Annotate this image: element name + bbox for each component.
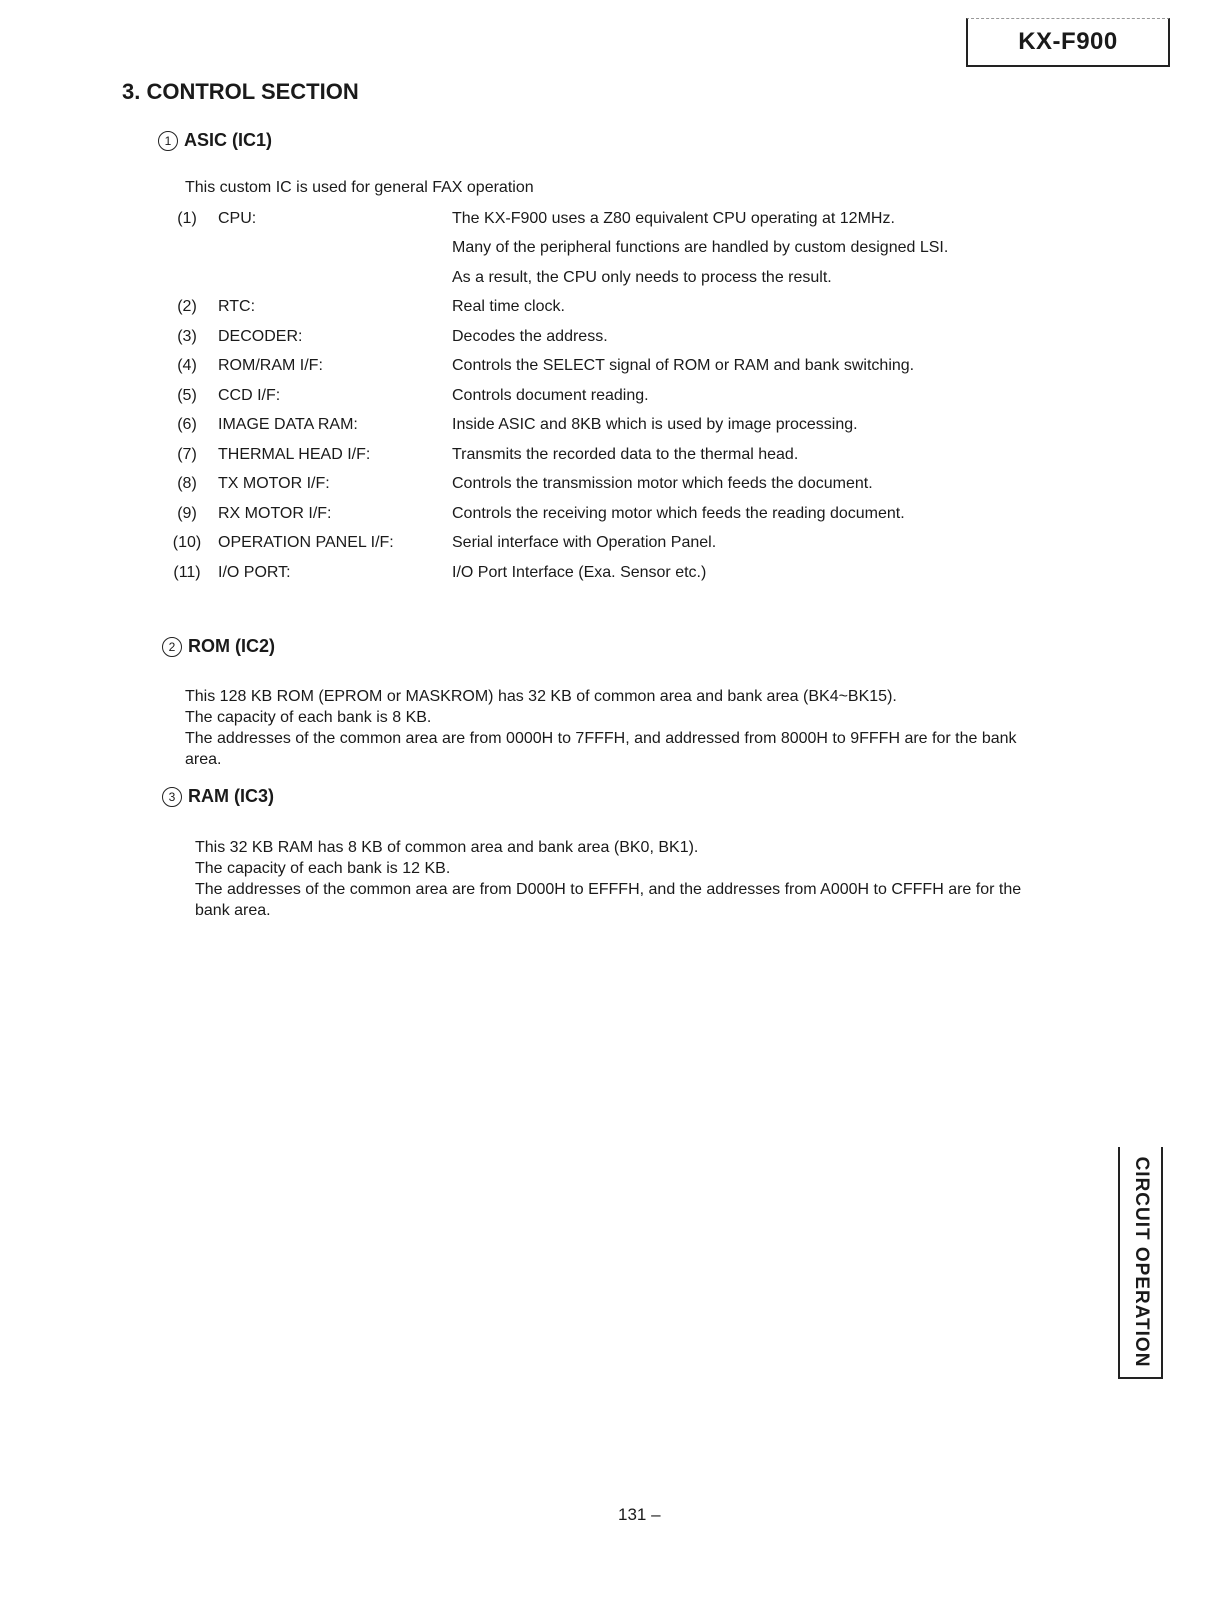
table-row <box>160 381 948 411</box>
table-row <box>160 411 948 441</box>
item-description: Serial interface with Operation Panel. <box>452 534 717 552</box>
asic-heading <box>158 130 272 151</box>
section-title: 3. CONTROL SECTION <box>122 79 359 104</box>
table-row <box>160 234 948 264</box>
item-name: TX MOTOR I/F: <box>218 475 330 493</box>
item-number <box>160 234 214 264</box>
model-number-box <box>966 18 1170 67</box>
item-description: Controls document reading. <box>452 386 649 404</box>
item-name: CCD I/F: <box>218 386 281 404</box>
item-name: I/O PORT: <box>218 563 291 581</box>
item-description: I/O Port Interface (Exa. Sensor etc.) <box>452 563 707 581</box>
item-description: Controls the transmission motor which feeds the document. <box>452 475 873 493</box>
rom-heading <box>162 636 275 657</box>
item-name <box>214 234 452 264</box>
side-tab-label: CIRCUIT OPERATION <box>1130 1156 1152 1368</box>
ram-line: This 32 KB RAM has 8 KB of common area and bank area (BK0, BK1). <box>195 839 699 856</box>
table-row <box>160 263 948 293</box>
rom-description <box>185 686 1017 770</box>
table-row <box>160 529 948 559</box>
item-description: Transmits the recorded data to the thermal head. <box>452 445 799 463</box>
table-row <box>160 499 948 529</box>
item-number: (11) <box>173 563 201 581</box>
rom-line: area. <box>185 751 222 768</box>
table-row <box>160 470 948 500</box>
rom-line: The addresses of the common area are from 0000H to 7FFFH, and addressed from 8000H to 9FFFH are for the bank <box>185 730 1017 747</box>
item-name: ROM/RAM I/F: <box>218 357 323 375</box>
item-number: (1) <box>177 209 197 227</box>
table-row <box>160 293 948 323</box>
ram-line: bank area. <box>195 902 271 919</box>
item-name: RX MOTOR I/F: <box>218 504 332 522</box>
item-description: Decodes the address. <box>452 327 608 345</box>
model-number: KX-F900 <box>1018 28 1118 55</box>
item-name: THERMAL HEAD I/F: <box>218 445 371 463</box>
item-description: Controls the SELECT signal of ROM or RAM and bank switching. <box>452 357 915 375</box>
item-description: Controls the receiving motor which feeds the reading document. <box>452 504 905 522</box>
circuit-operation-tab <box>1118 1147 1163 1379</box>
item-name: OPERATION PANEL I/F: <box>218 534 394 552</box>
item-name <box>214 263 452 293</box>
item-number: (8) <box>177 475 197 493</box>
circled-number-3: 3 <box>162 787 182 807</box>
ram-heading <box>162 786 274 807</box>
ram-line: The addresses of the common area are from D000H to EFFFH, and the addresses from A000H to CFFFH are for the <box>195 881 1022 898</box>
item-name: RTC: <box>218 298 256 316</box>
ram-line: The capacity of each bank is 12 KB. <box>195 860 451 877</box>
item-number: (9) <box>177 504 197 522</box>
table-row <box>160 322 948 352</box>
asic-heading-text: ASIC (IC1) <box>184 130 273 150</box>
item-description: Many of the peripheral functions are handled by custom designed LSI. <box>452 239 949 257</box>
asic-function-table <box>160 204 948 588</box>
item-number: (7) <box>177 445 197 463</box>
circled-number-1: 1 <box>158 131 178 151</box>
item-description: Real time clock. <box>452 298 565 316</box>
item-number: (10) <box>172 534 202 552</box>
table-row <box>160 440 948 470</box>
item-number <box>160 263 214 293</box>
item-name: CPU: <box>218 209 257 227</box>
circled-number-2: 2 <box>162 637 182 657</box>
item-description: As a result, the CPU only needs to process the result. <box>452 268 832 286</box>
item-name: DECODER: <box>218 327 303 345</box>
ram-heading-text: RAM (IC3) <box>188 786 274 806</box>
asic-intro: This custom IC is used for general FAX operation <box>185 179 534 196</box>
table-row <box>160 204 948 234</box>
item-description: The KX-F900 uses a Z80 equivalent CPU operating at 12MHz. <box>452 209 895 227</box>
table-row <box>160 352 948 382</box>
rom-line: This 128 KB ROM (EPROM or MASKROM) has 32 KB of common area and bank area (BK4~BK15). <box>185 688 897 705</box>
rom-heading-text: ROM (IC2) <box>188 636 275 656</box>
item-number: (4) <box>177 357 197 375</box>
page-number: 131 – <box>618 1505 661 1524</box>
rom-line: The capacity of each bank is 8 KB. <box>185 709 432 726</box>
item-number: (2) <box>177 298 197 316</box>
item-name: IMAGE DATA RAM: <box>218 416 358 434</box>
item-number: (3) <box>177 327 197 345</box>
item-number: (5) <box>177 386 197 404</box>
table-row <box>160 558 948 588</box>
item-description: Inside ASIC and 8KB which is used by image processing. <box>452 416 858 434</box>
item-number: (6) <box>177 416 197 434</box>
ram-description <box>195 837 1021 921</box>
